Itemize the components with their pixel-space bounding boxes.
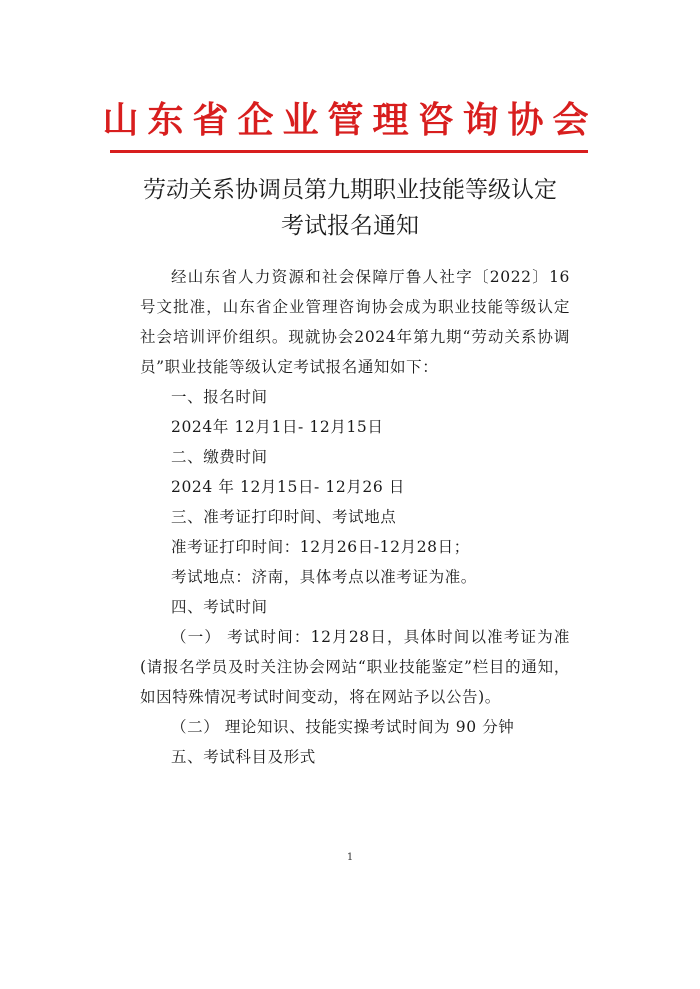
exam-time-item-1: （一） 考试时间：12月28日，具体时间以准考证为准(请报名学员及时关注协会网站“职业技能鉴定”栏目的通知，如因特殊情况考试时间变动，将在网站予以公告)。 [140, 628, 570, 706]
section-heading-admission-location: 三、准考证打印时间、考试地点 [171, 508, 397, 526]
payment-period: 2024 年 12月15日- 12月26 日 [171, 478, 405, 496]
document-title-line-1: 劳动关系协调员第九期职业技能等级认定 [143, 177, 557, 203]
section-heading-payment-time: 二、缴费时间 [171, 448, 268, 466]
organization-header: 山东省企业管理咨询协会 [102, 99, 598, 141]
section-heading-exam-time: 四、考试时间 [171, 598, 268, 616]
document-title-line-2: 考试报名通知 [281, 213, 419, 239]
exam-location: 考试地点：济南，具体考点以准考证为准。 [171, 568, 477, 586]
document-body [140, 262, 570, 772]
intro-paragraph: 经山东省人力资源和社会保障厅鲁人社字〔2022〕16号文批准，山东省企业管理咨询协会成为职业技能等级认定社会培训评价组织。现就协会2024年第九期“劳动关系协调员”职业技能等级认定考试报名通知如下： [140, 268, 570, 376]
exam-time-item-2: （二） 理论知识、技能实操考试时间为 90 分钟 [171, 718, 515, 736]
section-heading-registration-time: 一、报名时间 [171, 388, 268, 406]
document-title [0, 172, 700, 244]
section-heading-subjects-format: 五、考试科目及形式 [171, 748, 316, 766]
registration-period: 2024年 12月1日- 12月15日 [171, 418, 384, 436]
page-number: 1 [346, 852, 354, 863]
admission-print-period: 准考证打印时间：12月26日-12月28日； [171, 538, 470, 556]
header-divider [110, 150, 588, 153]
